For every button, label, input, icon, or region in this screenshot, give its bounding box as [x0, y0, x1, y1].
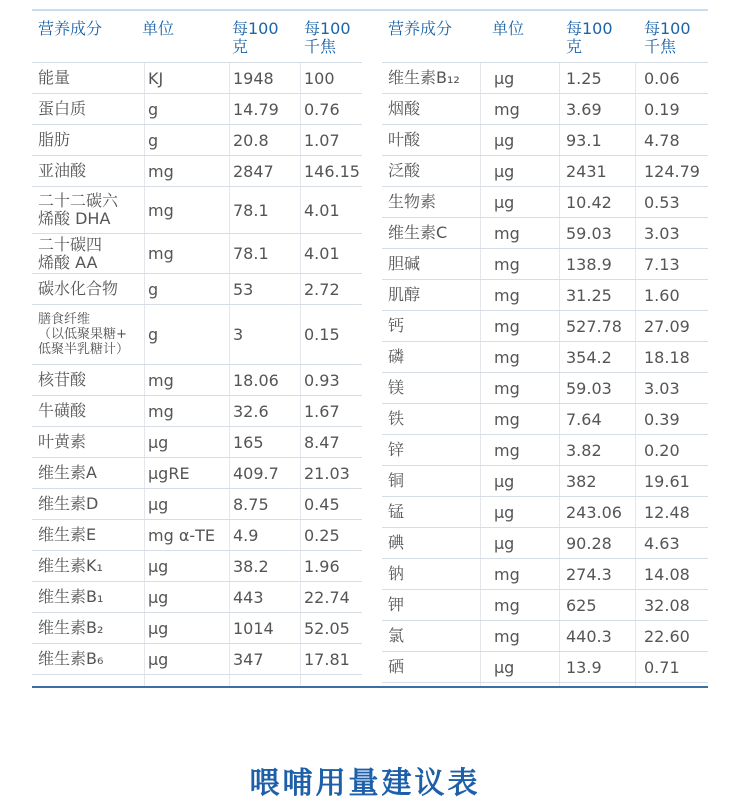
nutrient-name: 钾 — [388, 595, 405, 614]
nutrient-unit: mg — [494, 316, 520, 336]
table-row — [32, 187, 362, 234]
nutrient-name: 生物素 — [388, 192, 437, 211]
value-per-100kj: 0.45 — [304, 494, 340, 514]
value-per-100g: 443 — [233, 587, 264, 607]
nutrient-unit: mg — [494, 595, 520, 615]
nutrient-unit: μg — [148, 618, 169, 638]
table-row — [382, 187, 708, 218]
value-per-100g: 59.03 — [566, 223, 612, 243]
table-row — [32, 644, 362, 675]
nutrient-name: 钠 — [388, 564, 405, 583]
nutrient-unit: g — [148, 279, 159, 299]
nutrient-unit: μg — [148, 649, 169, 669]
value-per-100g: 3.69 — [566, 99, 602, 119]
value-per-100g: 20.8 — [233, 130, 269, 150]
table-header — [32, 12, 362, 62]
table-row — [32, 458, 362, 489]
value-per-100kj: 2.72 — [304, 279, 340, 299]
value-per-100g: 409.7 — [233, 463, 279, 483]
table-row — [32, 551, 362, 582]
value-per-100g: 90.28 — [566, 533, 612, 553]
nutrient-unit: μg — [494, 192, 515, 212]
table-row — [32, 613, 362, 644]
value-per-100kj: 22.74 — [304, 587, 350, 607]
value-per-100g: 1.25 — [566, 68, 602, 88]
nutrient-name: 维生素C — [388, 223, 448, 242]
value-per-100g: 38.2 — [233, 556, 269, 576]
value-per-100g: 440.3 — [566, 626, 612, 646]
nutrient-name: 牛磺酸 — [38, 401, 87, 420]
table-row — [382, 156, 708, 187]
nutrient-name: 亚油酸 — [38, 161, 87, 180]
value-per-100kj: 146.15 — [304, 161, 360, 181]
value-per-100g: 14.79 — [233, 99, 279, 119]
nutrient-name: 泛酸 — [388, 161, 421, 180]
table-row — [382, 311, 708, 342]
nutrient-name: 蛋白质 — [38, 99, 87, 118]
feeding-guide-title: 喂哺用量建议表 — [249, 766, 481, 801]
table-row — [32, 125, 362, 156]
table-row — [32, 427, 362, 458]
value-per-100kj: 4.78 — [644, 130, 680, 150]
value-per-100g: 274.3 — [566, 564, 612, 584]
value-per-100g: 3.82 — [566, 440, 602, 460]
header-per-100kj: 每100 千焦 — [644, 19, 691, 56]
value-per-100kj: 4.01 — [304, 200, 340, 220]
nutrient-unit: mg — [494, 440, 520, 460]
value-per-100g: 8.75 — [233, 494, 269, 514]
value-per-100kj: 7.13 — [644, 254, 680, 274]
value-per-100kj: 1.07 — [304, 130, 340, 150]
table-row — [382, 63, 708, 94]
nutrient-unit: μg — [148, 432, 169, 452]
nutrient-unit: mg — [148, 370, 174, 390]
nutrient-name: 维生素K₁ — [38, 556, 103, 575]
nutrient-unit: μgRE — [148, 463, 190, 483]
nutrient-name: 叶黄素 — [38, 432, 87, 451]
table-row — [32, 582, 362, 613]
nutrient-name: 钙 — [388, 316, 405, 335]
nutrient-name: 维生素B₁₂ — [388, 68, 460, 87]
nutrient-name: 二十碳四 烯酸 AA — [38, 234, 103, 272]
table-row — [32, 520, 362, 551]
table-row — [382, 280, 708, 311]
value-per-100kj: 0.25 — [304, 525, 340, 545]
value-per-100g: 7.64 — [566, 409, 602, 429]
header-per-100kj: 每100 千焦 — [304, 19, 351, 56]
table-row — [382, 652, 708, 683]
value-per-100kj: 19.61 — [644, 471, 690, 491]
header-nutrient: 营养成分 — [38, 19, 103, 38]
nutrient-unit: μg — [148, 494, 169, 514]
table-row — [382, 590, 708, 621]
table-row — [382, 249, 708, 280]
nutrient-unit: mg — [494, 99, 520, 119]
value-per-100g: 18.06 — [233, 370, 279, 390]
top-divider — [32, 9, 708, 11]
nutrient-unit: mg — [148, 401, 174, 421]
value-per-100kj: 0.76 — [304, 99, 340, 119]
nutrient-name: 脂肪 — [38, 130, 71, 149]
value-per-100g: 165 — [233, 432, 264, 452]
value-per-100kj: 3.03 — [644, 223, 680, 243]
value-per-100g: 2431 — [566, 161, 607, 181]
table-row — [382, 497, 708, 528]
value-per-100kj: 52.05 — [304, 618, 350, 638]
nutrient-name: 维生素B₂ — [38, 618, 104, 637]
table-header — [382, 12, 708, 62]
value-per-100g: 59.03 — [566, 378, 612, 398]
table-row — [382, 528, 708, 559]
nutrient-name: 肌醇 — [388, 285, 421, 304]
table-row — [382, 125, 708, 156]
nutrient-name: 能量 — [38, 68, 71, 87]
nutrient-unit: μg — [494, 130, 515, 150]
nutrient-unit: μg — [494, 471, 515, 491]
nutrient-unit: μg — [148, 587, 169, 607]
value-per-100g: 625 — [566, 595, 597, 615]
table-row — [382, 621, 708, 652]
value-per-100kj: 21.03 — [304, 463, 350, 483]
nutrient-name: 磷 — [388, 347, 405, 366]
nutrient-name: 锌 — [388, 440, 405, 459]
nutrient-name: 铜 — [388, 471, 405, 490]
table-row — [32, 234, 362, 274]
value-per-100g: 382 — [566, 471, 597, 491]
nutrient-unit: μg — [494, 533, 515, 553]
table-row — [382, 218, 708, 249]
nutrient-unit: mg — [494, 564, 520, 584]
value-per-100g: 4.9 — [233, 525, 259, 545]
value-per-100kj: 18.18 — [644, 347, 690, 367]
nutrient-name: 碳水化合物 — [38, 279, 119, 298]
table-row — [32, 489, 362, 520]
nutrient-unit: mg — [494, 223, 520, 243]
table-row — [382, 559, 708, 590]
value-per-100g: 31.25 — [566, 285, 612, 305]
nutrient-name: 硒 — [388, 657, 405, 676]
value-per-100kj: 0.19 — [644, 99, 680, 119]
nutrient-unit: mg — [494, 285, 520, 305]
nutrient-name: 胆碱 — [388, 254, 421, 273]
nutrient-unit: μg — [494, 161, 515, 181]
table-row — [32, 365, 362, 396]
nutrient-name: 维生素B₆ — [38, 649, 104, 668]
value-per-100g: 53 — [233, 279, 254, 299]
value-per-100kj: 100 — [304, 68, 335, 88]
nutrient-name: 维生素E — [38, 525, 97, 544]
nutrient-name: 核苷酸 — [38, 370, 87, 389]
value-per-100g: 1948 — [233, 68, 274, 88]
value-per-100kj: 0.53 — [644, 192, 680, 212]
nutrient-name: 铁 — [388, 409, 405, 428]
nutrient-name: 碘 — [388, 533, 405, 552]
nutrient-unit: g — [148, 99, 159, 119]
nutrient-unit: g — [148, 130, 159, 150]
value-per-100kj: 0.39 — [644, 409, 680, 429]
nutrient-name: 维生素B₁ — [38, 587, 104, 606]
table-row — [382, 94, 708, 125]
value-per-100g: 3 — [233, 325, 244, 344]
nutrient-unit: mg — [494, 254, 520, 274]
value-per-100kj: 17.81 — [304, 649, 350, 669]
value-per-100kj: 0.06 — [644, 68, 680, 88]
nutrient-name: 叶酸 — [388, 130, 421, 149]
header-unit: 单位 — [492, 19, 525, 38]
value-per-100kj: 1.60 — [644, 285, 680, 305]
value-per-100kj: 32.08 — [644, 595, 690, 615]
nutrient-unit: mg α-TE — [148, 525, 216, 545]
value-per-100kj: 14.08 — [644, 564, 690, 584]
value-per-100kj: 1.96 — [304, 556, 340, 576]
table-row — [32, 396, 362, 427]
table-row — [382, 435, 708, 466]
value-per-100g: 93.1 — [566, 130, 602, 150]
header-nutrient: 营养成分 — [388, 19, 453, 38]
value-per-100g: 138.9 — [566, 254, 612, 274]
nutrient-unit: mg — [494, 409, 520, 429]
value-per-100g: 347 — [233, 649, 264, 669]
value-per-100g: 13.9 — [566, 657, 602, 677]
value-per-100g: 2847 — [233, 161, 274, 181]
nutrient-name: 镁 — [388, 378, 405, 397]
table-row — [32, 94, 362, 125]
value-per-100kj: 4.01 — [304, 244, 340, 263]
value-per-100g: 32.6 — [233, 401, 269, 421]
nutrient-unit: mg — [148, 244, 174, 263]
value-per-100kj: 4.63 — [644, 533, 680, 553]
header-per-100g: 每100 克 — [232, 19, 279, 56]
table-row — [32, 156, 362, 187]
value-per-100g: 78.1 — [233, 244, 269, 263]
nutrient-unit: KJ — [148, 68, 164, 88]
nutrient-unit: mg — [494, 347, 520, 367]
table-row — [32, 305, 362, 365]
value-per-100kj: 27.09 — [644, 316, 690, 336]
nutrient-name: 烟酸 — [388, 99, 421, 118]
table-row — [32, 63, 362, 94]
bottom-divider — [32, 686, 708, 688]
value-per-100kj: 3.03 — [644, 378, 680, 398]
value-per-100g: 78.1 — [233, 200, 269, 220]
value-per-100kj: 124.79 — [644, 161, 700, 181]
nutrient-name: 维生素A — [38, 463, 97, 482]
nutrient-unit: mg — [494, 626, 520, 646]
value-per-100kj: 8.47 — [304, 432, 340, 452]
table-row — [382, 466, 708, 497]
nutrient-name: 锰 — [388, 502, 405, 521]
nutrient-unit: mg — [494, 378, 520, 398]
header-unit: 单位 — [142, 19, 175, 38]
value-per-100g: 354.2 — [566, 347, 612, 367]
value-per-100kj: 0.20 — [644, 440, 680, 460]
table-row — [32, 274, 362, 305]
nutrient-name: 二十二碳六 烯酸 DHA — [38, 191, 119, 228]
nutrient-name: 氯 — [388, 626, 405, 645]
table-row — [382, 373, 708, 404]
value-per-100kj: 22.60 — [644, 626, 690, 646]
nutrient-unit: μg — [494, 657, 515, 677]
nutrient-name: 维生素D — [38, 494, 99, 513]
header-per-100g: 每100 克 — [566, 19, 613, 56]
nutrient-unit: mg — [148, 200, 174, 220]
nutrient-name: 膳食纤维 （以低聚果糖+ 低聚半乳糖计） — [38, 312, 130, 357]
value-per-100kj: 0.93 — [304, 370, 340, 390]
value-per-100kj: 0.71 — [644, 657, 680, 677]
value-per-100kj: 12.48 — [644, 502, 690, 522]
nutrient-unit: μg — [494, 502, 515, 522]
value-per-100g: 527.78 — [566, 316, 622, 336]
nutrient-unit: mg — [148, 161, 174, 181]
value-per-100g: 1014 — [233, 618, 274, 638]
nutrient-unit: μg — [148, 556, 169, 576]
value-per-100g: 10.42 — [566, 192, 612, 212]
nutrient-unit: μg — [494, 68, 515, 88]
value-per-100g: 243.06 — [566, 502, 622, 522]
value-per-100kj: 0.15 — [304, 325, 340, 344]
table-row — [382, 404, 708, 435]
table-row — [382, 342, 708, 373]
nutrient-unit: g — [148, 325, 159, 344]
value-per-100kj: 1.67 — [304, 401, 340, 421]
